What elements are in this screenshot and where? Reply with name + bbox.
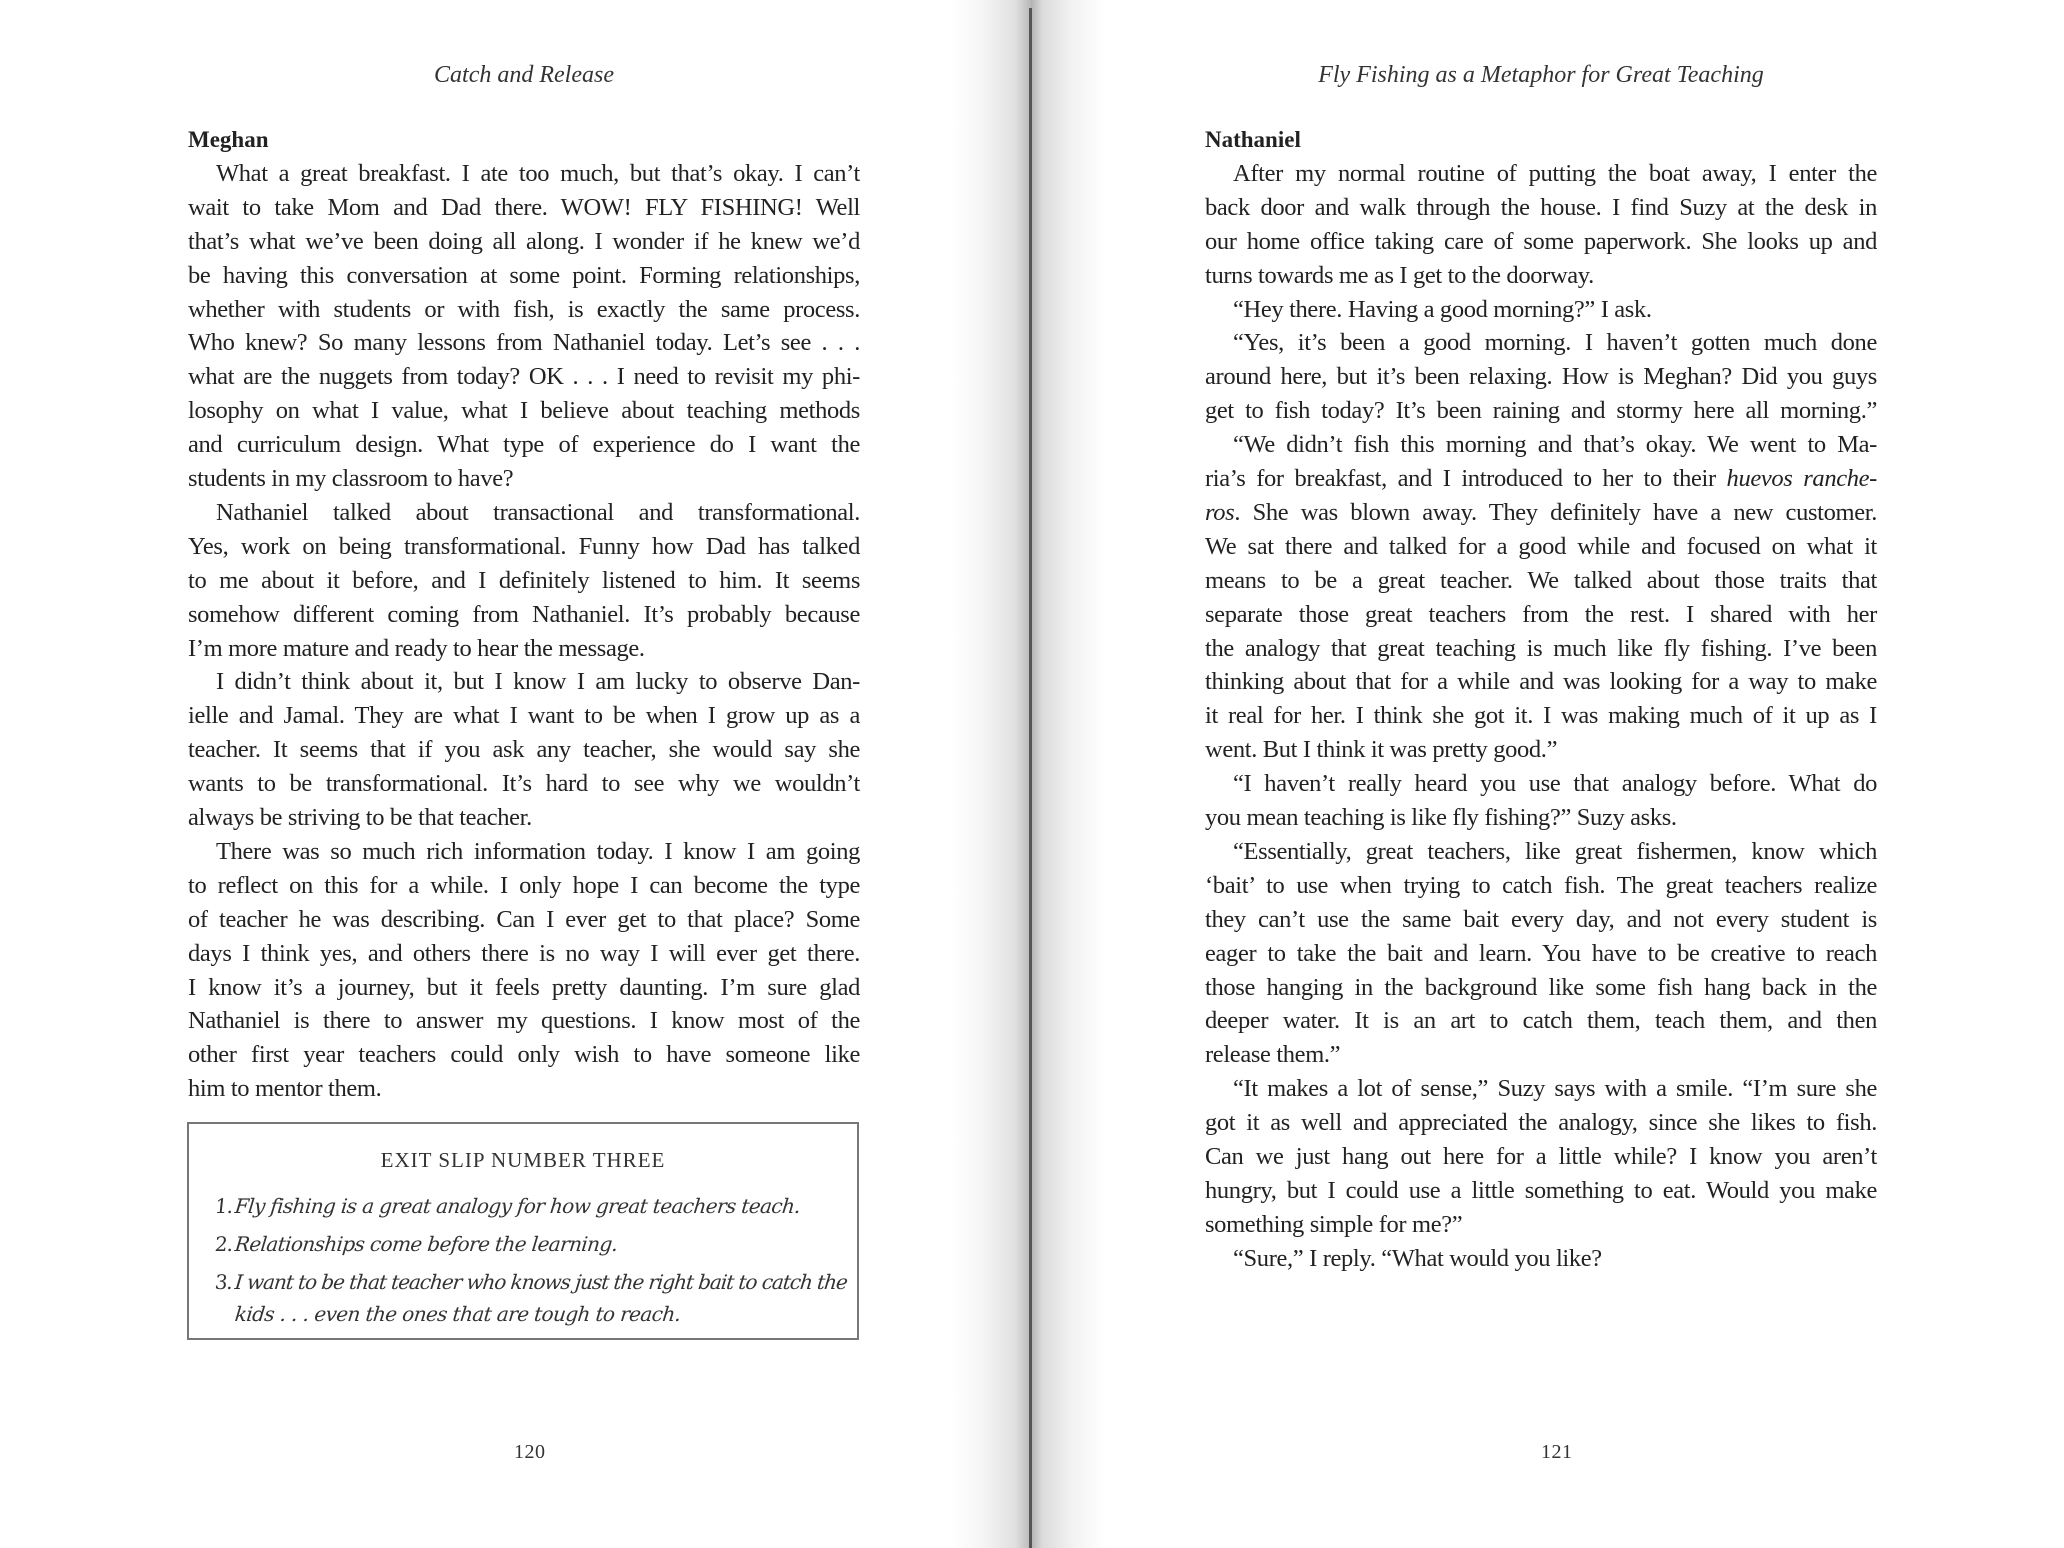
text-line-content: “I haven’t really heard you use that analogy before. What do: [1233, 770, 1877, 798]
speaker-name: Nathaniel: [1205, 127, 1301, 152]
text-line-content: We sat there and talked for a good while and focused on what it: [1205, 532, 1877, 560]
text-line: [1205, 801, 1877, 835]
text-line: [188, 598, 860, 632]
text-line: [1205, 293, 1877, 327]
text-line: [188, 157, 860, 191]
page-number-left: 120: [514, 1441, 546, 1463]
text-line: [1205, 598, 1877, 632]
text-line: [1205, 937, 1877, 971]
exit-slip-item-number: 3.: [213, 1270, 234, 1294]
text-line-content: ielle and Jamal. They are what I want to be when I grow up as a: [188, 702, 860, 730]
text-line: [1205, 632, 1877, 666]
text-line-content: around here, but it’s been relaxing. How is Meghan? Did you guys: [1205, 363, 1877, 391]
exit-slip-item-number: 1.: [213, 1194, 235, 1218]
exit-slip-item: [214, 1270, 848, 1294]
text-line-content: Nathaniel talked about transactional and transformational.: [216, 498, 860, 526]
text-line-content: After my normal routine of putting the boat away, I enter the: [1233, 159, 1877, 187]
text-line: [1205, 326, 1877, 360]
text-line: [188, 428, 860, 462]
speaker-name: Meghan: [188, 127, 269, 152]
text-line: [1205, 1072, 1877, 1106]
text-line: [188, 259, 860, 293]
text-line: [188, 564, 860, 598]
text-line-content: of teacher he was describing. Can I ever get to that place? Some: [188, 905, 860, 933]
text-line: [1205, 225, 1877, 259]
text-line-content: deeper water. It is an art to catch them, teach them, and then: [1205, 1007, 1877, 1035]
text-line-content: release them.”: [1205, 1041, 1341, 1069]
text-line: [1205, 259, 1877, 293]
running-head-right: Fly Fishing as a Metaphor for Great Teaching: [1318, 62, 1764, 88]
text-line-content: teacher. It seems that if you ask any teacher, she would say she: [188, 736, 860, 764]
text-line-content: students in my classroom to have?: [188, 465, 514, 492]
text-line-content: went. But I think it was pretty good.”: [1205, 736, 1558, 764]
text-line-content: that’s what we’ve been doing all along. I wonder if he knew we’d: [188, 227, 860, 255]
text-line: [188, 496, 860, 530]
exit-slip-item-continuation: kids . . . even the ones that are tough to reach.: [233, 1302, 682, 1326]
text-line: [188, 530, 860, 564]
exit-slip-item: [214, 1194, 802, 1218]
text-line-content: What a great breakfast. I ate too much, but that’s okay. I can’t: [216, 159, 860, 187]
text-line: [188, 1072, 860, 1106]
text-line: [188, 801, 860, 835]
exit-slip-item-text: Fly fishing is a great analogy for how great teachers teach.: [233, 1194, 802, 1218]
text-line-content: our home office taking care of some paperwork. She looks up and: [1205, 227, 1877, 255]
text-line: [188, 293, 860, 327]
text-line-content: There was so much rich information today. I know I am going: [216, 837, 860, 865]
text-line-content: separate those great teachers from the rest. I shared with her: [1205, 600, 1877, 628]
text-line-content: they can’t use the same bait every day, and not every student is: [1205, 905, 1877, 933]
exit-slip-box: [187, 1122, 859, 1340]
text-line-content: those hanging in the background like some fish hang back in the: [1205, 973, 1877, 1001]
text-line: [1205, 1208, 1877, 1242]
right-page: [1031, 0, 2064, 1548]
text-line-content: get to fish today? It’s been raining and stormy here all morning.”: [1205, 397, 1877, 425]
text-line-content: I know it’s a journey, but it feels pretty daunting. I’m sure glad: [188, 973, 860, 1001]
italic-phrase: huevos ranche-: [1726, 465, 1877, 492]
text-line-content: eager to take the bait and learn. You have to be creative to reach: [1205, 939, 1877, 967]
text-line-content: turns towards me as I get to the doorway.: [1205, 261, 1594, 289]
text-line-content: be having this conversation at some point. Forming relationships,: [188, 261, 860, 289]
exit-slip-item: [214, 1232, 619, 1256]
text-line-content: I didn’t think about it, but I know I am lucky to observe Dan-: [216, 668, 860, 696]
text-line: [1205, 869, 1877, 903]
text-line: [188, 462, 860, 496]
book-gutter: [1029, 8, 1032, 1548]
text-line: [1205, 1106, 1877, 1140]
text-line: [1205, 699, 1877, 733]
text-line-content: got it as well and appreciated the analogy, since she likes to fish.: [1205, 1109, 1877, 1137]
text-line-content: Who knew? So many lessons from Nathaniel today. Let’s see . . .: [188, 329, 860, 357]
text-line: [1205, 903, 1877, 937]
text-line: [188, 1004, 860, 1038]
text-line: [188, 632, 860, 666]
text-line: [1205, 1242, 1877, 1276]
text-line: [1205, 835, 1877, 869]
text-line-content: I’m more mature and ready to hear the message.: [188, 634, 645, 662]
text-line: [1205, 157, 1877, 191]
text-line: [188, 1038, 860, 1072]
text-line: [1205, 733, 1877, 767]
text-line: [188, 835, 860, 869]
text-line: [188, 767, 860, 801]
text-line-content: losophy on what I value, what I believe about teaching methods: [188, 397, 860, 425]
text-line-content: “Essentially, great teachers, like great fishermen, know which: [1233, 837, 1877, 865]
text-line: [1205, 1140, 1877, 1174]
left-page: [0, 0, 1031, 1548]
text-line: [188, 699, 860, 733]
text-line-content: it real for her. I think she got it. I was making much of it up as I: [1205, 702, 1877, 730]
text-line-content: whether with students or with fish, is exactly the same process.: [188, 295, 860, 323]
text-line-content: to reflect on this for a while. I only hope I can become the type: [188, 871, 860, 899]
text-line-content: what are the nuggets from today? OK . . . I need to revisit my phi-: [188, 363, 860, 391]
text-line: [1205, 360, 1877, 394]
text-line: [1205, 767, 1877, 801]
text-line: [1205, 564, 1877, 598]
text-line: [188, 733, 860, 767]
text-line: [188, 869, 860, 903]
text-line-content: “It makes a lot of sense,” Suzy says with a smile. “I’m sure she: [1233, 1075, 1877, 1103]
gutter-shadow-right: [1031, 0, 1106, 1548]
text-line-content: you mean teaching is like fly fishing?” Suzy asks.: [1205, 804, 1677, 831]
text-line: [1205, 971, 1877, 1005]
exit-slip-item-text: I want to be that teacher who knows just the right bait to catch the: [233, 1270, 849, 1294]
text-line-content: back door and walk through the house. I find Suzy at the desk in: [1205, 193, 1877, 221]
text-line-content: “Hey there. Having a good morning?” I ask.: [1233, 295, 1652, 323]
text-line: [1205, 1004, 1877, 1038]
text-line-content: Yes, work on being transformational. Funny how Dad has talked: [188, 532, 860, 560]
text-line: [188, 191, 860, 225]
text-line-content: thinking about that for a while and was looking for a way to make: [1205, 668, 1877, 696]
text-line-content: something simple for me?”: [1205, 1210, 1463, 1238]
text-line: [188, 326, 860, 360]
page-number-right: 121: [1541, 1441, 1573, 1463]
text-line: [188, 665, 860, 699]
text-line-content: somehow different coming from Nathaniel. It’s probably because: [188, 600, 860, 628]
exit-slip-item-text: Relationships come before the learning.: [233, 1232, 619, 1256]
italic-phrase: ros: [1205, 498, 1235, 526]
text-line: [1205, 496, 1877, 530]
text-line-content: hungry, but I could use a little something to eat. Would you make: [1205, 1176, 1877, 1204]
text-line-content: and curriculum design. What type of experience do I want the: [188, 431, 860, 459]
text-line: [188, 360, 860, 394]
gutter-shadow-left: [951, 0, 1031, 1548]
text-line: [188, 225, 860, 259]
text-line: [1205, 530, 1877, 564]
text-line: [1205, 394, 1877, 428]
text-line: [188, 394, 860, 428]
text-line-content: ria’s for breakfast, and I introduced to her to their: [1205, 465, 1727, 492]
text-line-content: . She was blown away. They definitely have a new customer.: [1234, 498, 1877, 526]
text-line-content: days I think yes, and others there is no way I will ever get there.: [188, 939, 860, 967]
text-line: [1205, 191, 1877, 225]
text-line-content: to me about it before, and I definitely listened to him. It seems: [188, 566, 860, 594]
text-line-content: wait to take Mom and Dad there. WOW! FLY FISHING! Well: [188, 193, 860, 221]
text-line-content: means to be a great teacher. We talked about those traits that: [1205, 566, 1877, 594]
text-line-content: the analogy that great teaching is much like fly fishing. I’ve been: [1205, 634, 1877, 662]
text-line-content: him to mentor them.: [188, 1075, 382, 1103]
text-line-content: ‘bait’ to use when trying to catch fish. The great teachers realize: [1205, 871, 1877, 899]
text-line: [188, 937, 860, 971]
text-line-content: always be striving to be that teacher.: [188, 804, 532, 831]
text-line-content: Can we just hang out here for a little while? I know you aren’t: [1205, 1143, 1877, 1170]
text-line: [1205, 462, 1877, 496]
text-line-content: “Yes, it’s been a good morning. I haven’t gotten much done: [1233, 329, 1877, 357]
text-line-content: Nathaniel is there to answer my questions. I know most of the: [188, 1007, 860, 1035]
text-line: [1205, 665, 1877, 699]
running-head-left: Catch and Release: [434, 62, 614, 88]
text-line-content: “Sure,” I reply. “What would you like?: [1233, 1244, 1602, 1272]
text-line: [1205, 1038, 1877, 1072]
exit-slip-title: EXIT SLIP NUMBER THREE: [380, 1148, 666, 1172]
text-line: [188, 971, 860, 1005]
text-line: [188, 903, 860, 937]
text-line: [1205, 1174, 1877, 1208]
text-line: [1205, 428, 1877, 462]
exit-slip-item-number: 2.: [213, 1232, 235, 1256]
text-line-content: “We didn’t fish this morning and that’s okay. We went to Ma-: [1233, 431, 1877, 459]
text-line-content: other first year teachers could only wish to have someone like: [188, 1041, 860, 1069]
text-line-content: wants to be transformational. It’s hard to see why we wouldn’t: [188, 770, 860, 798]
